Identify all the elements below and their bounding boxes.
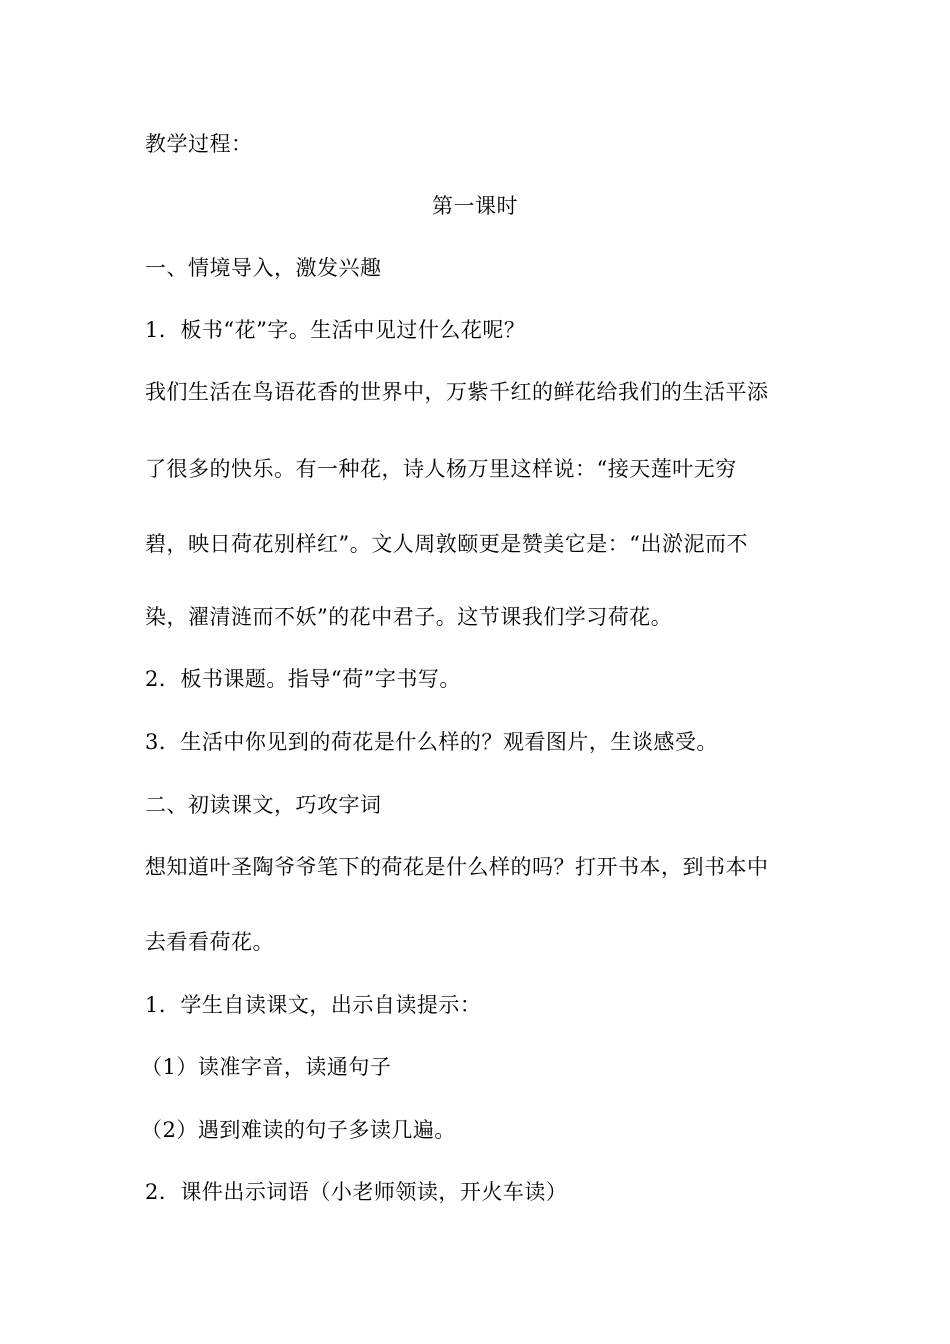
section2-sub1: （1）读准字音，读通句子: [141, 1055, 392, 1079]
section2-paragraph-line: 想知道叶圣陶爷爷笔下的荷花是什么样的吗？打开书本，到书本中: [145, 855, 769, 879]
lesson-title: 第一课时: [432, 194, 518, 218]
section2-sub2: （2）遇到难读的句子多读几遍。: [141, 1118, 456, 1142]
section1-paragraph-line: 染，濯清涟而不妖”的花中君子。这节课我们学习荷花。: [145, 605, 673, 629]
heading: 教学过程：: [145, 132, 253, 156]
section2-title: 二、初读课文，巧攻字词: [145, 793, 382, 817]
section1-paragraph-line: 我们生活在鸟语花香的世界中，万紫千红的鲜花给我们的生活平添: [145, 380, 769, 404]
section1-paragraph-line: 了很多的快乐。有一种花，诗人杨万里这样说：“接天莲叶无穷: [145, 457, 737, 481]
section2-item2: 2．课件出示词语（小老师领读，开火车读）: [145, 1180, 568, 1204]
section1-title: 一、情境导入，激发兴趣: [145, 256, 382, 280]
section2-item1: 1．学生自读课文，出示自读提示：: [145, 993, 482, 1017]
section1-item3: 3．生活中你见到的荷花是什么样的？观看图片，生谈感受。: [145, 730, 718, 754]
section1-item1: 1．板书“花”字。生活中见过什么花呢？: [145, 318, 526, 342]
section2-paragraph-line: 去看看荷花。: [145, 930, 274, 954]
section1-item2: 2．板书课题。指导“荷”字书写。: [145, 667, 461, 691]
section1-paragraph-line: 碧，映日荷花别样红”。文人周敦颐更是赞美它是：“出淤泥而不: [145, 532, 748, 556]
